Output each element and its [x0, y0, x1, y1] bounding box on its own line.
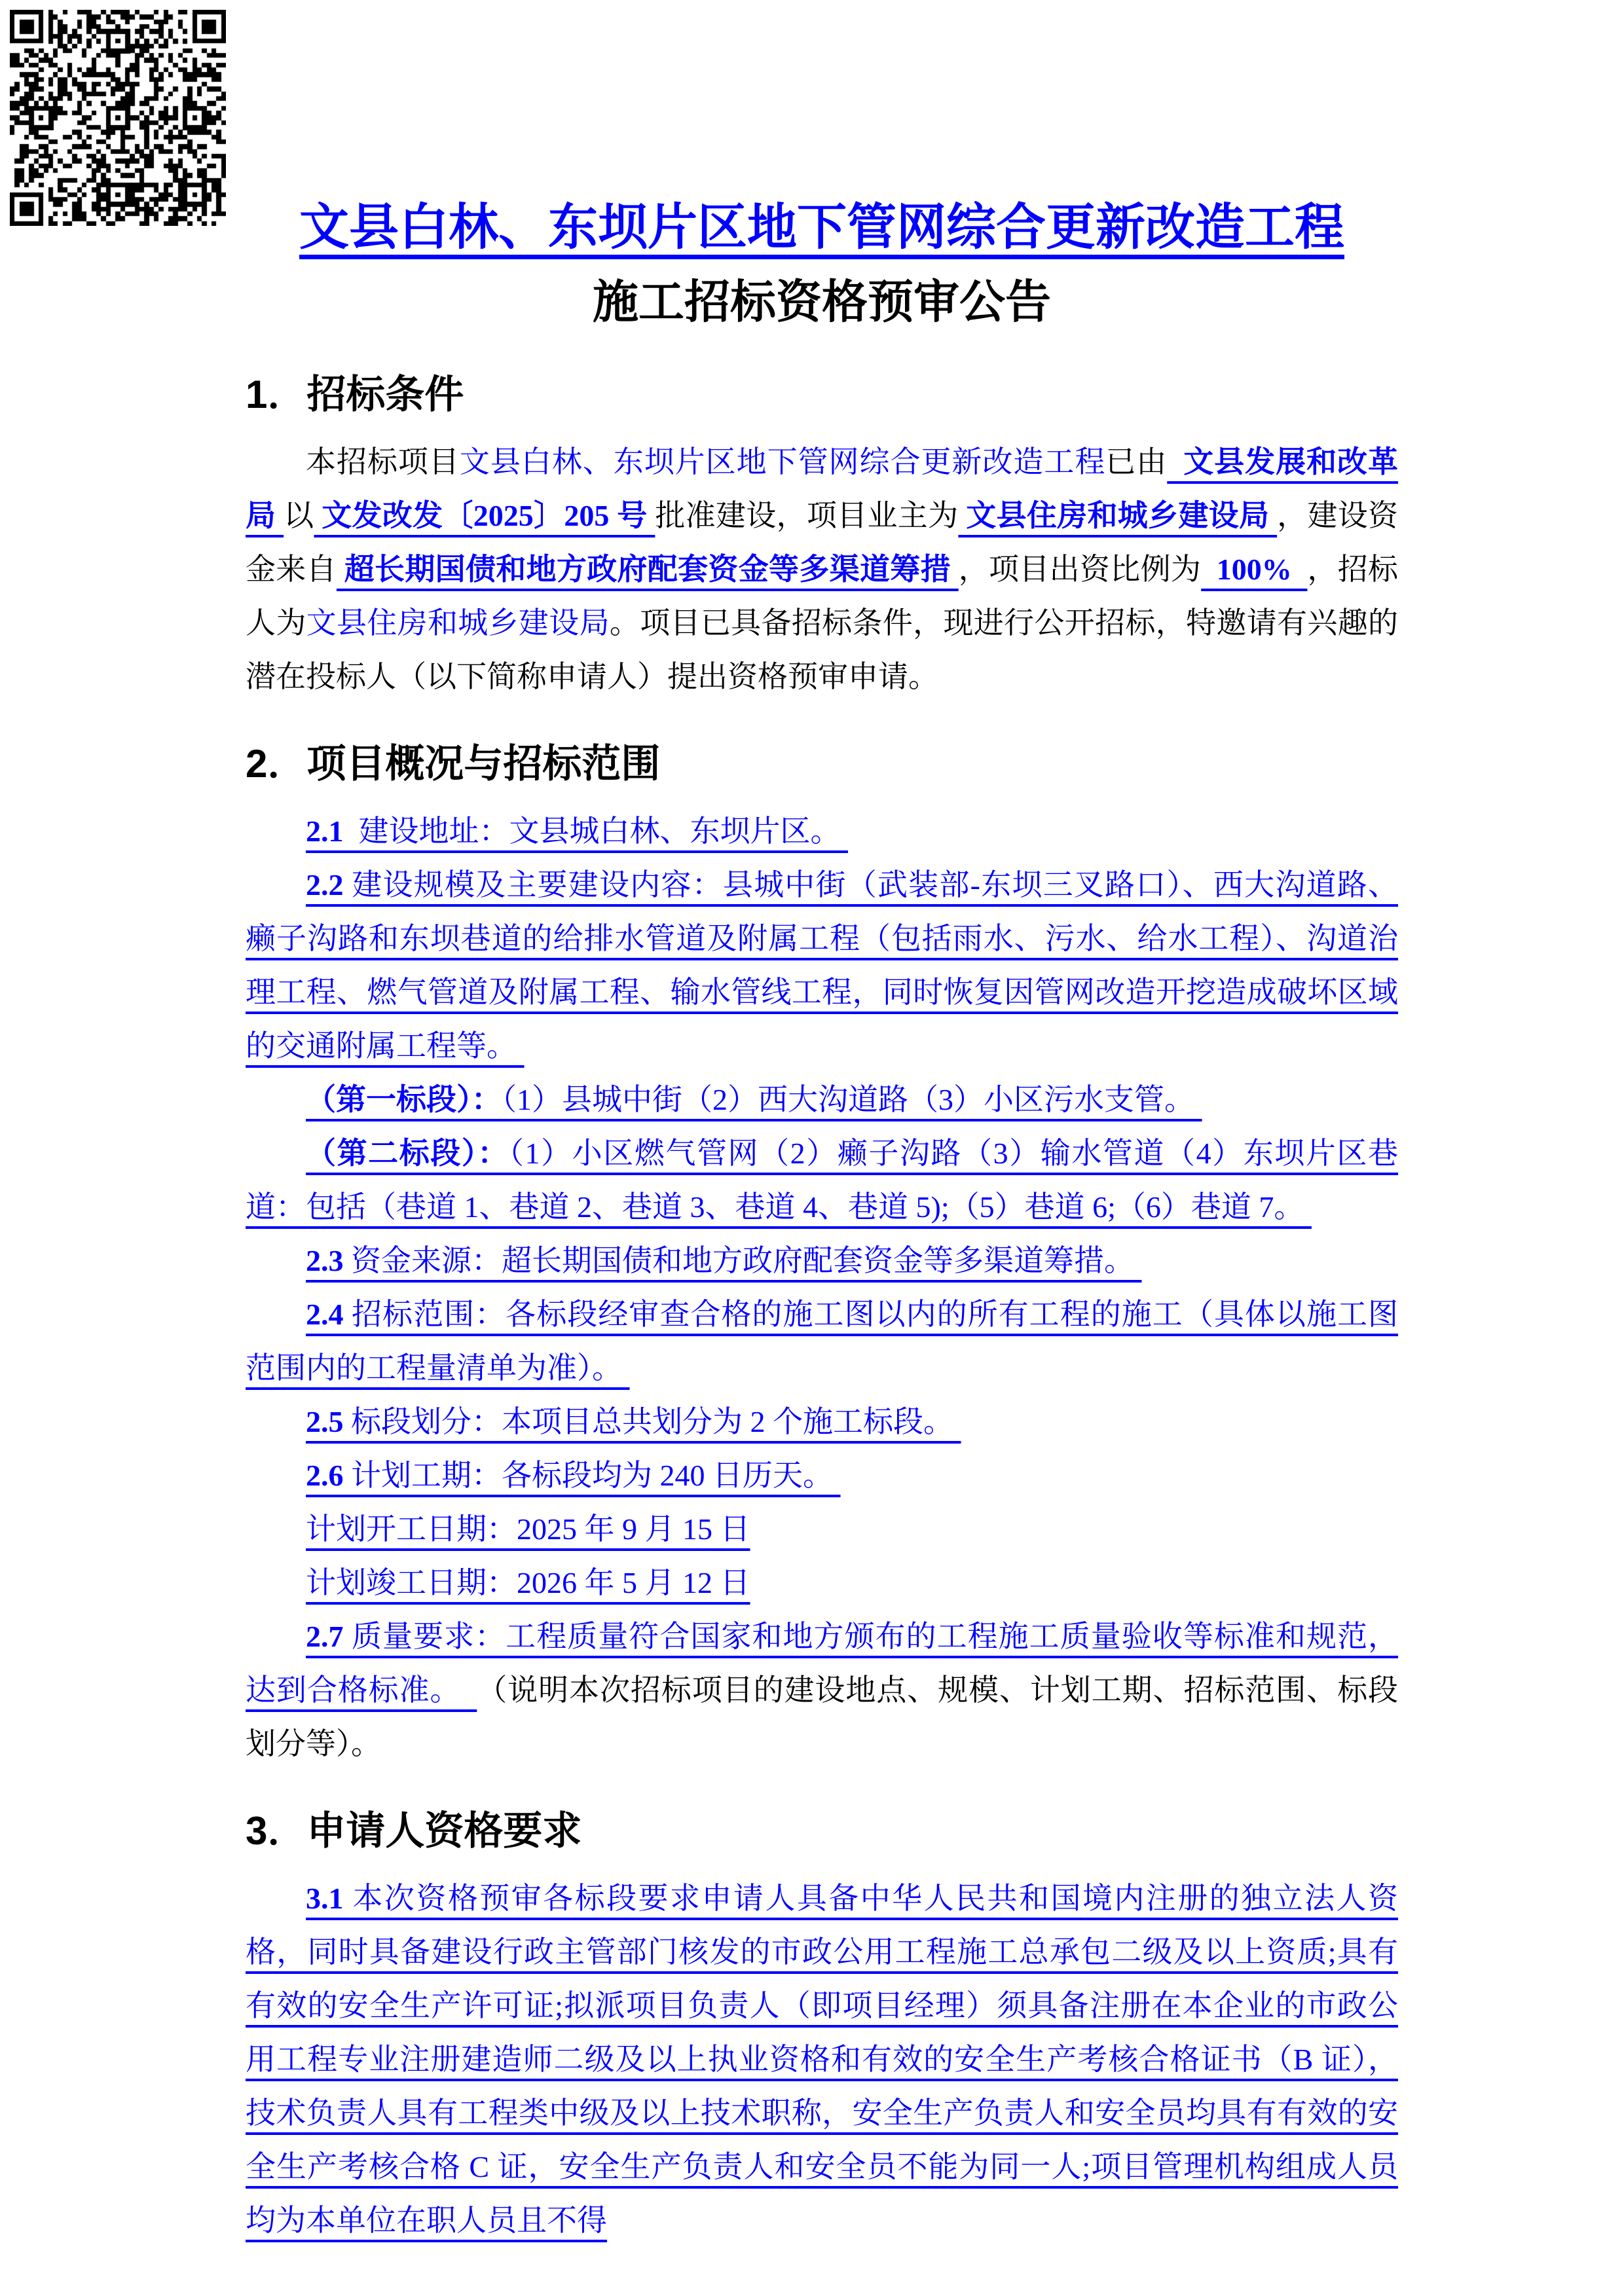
lot-1-label: （第一标段）： [306, 1083, 502, 1116]
section-1-paragraph [246, 435, 1398, 704]
item-number: 3.1 [306, 1882, 344, 1915]
item-number: 2.1 [306, 814, 344, 848]
item-number: 2.4 [306, 1298, 344, 1331]
text-run: 标段划分：本项目总共划分为 2 个施工标段。 [343, 1405, 961, 1438]
text-run: 资金来源：超长期国债和地方政府配套资金等多渠道筹措。 [343, 1244, 1142, 1277]
section-3-heading: 3．申请人资格要求 [246, 1809, 582, 1853]
item-number: 2.3 [306, 1244, 344, 1277]
item-2-4 [246, 1288, 1398, 1395]
item-number: 2.5 [306, 1405, 344, 1438]
item-number: 2.2 [306, 868, 344, 902]
document-content [246, 193, 1398, 2248]
text-run: 已由 [1105, 445, 1168, 479]
text-run: （1）县城中街（2）西大沟道路（3）小区污水支管。 [502, 1083, 1202, 1116]
text-run: ，招标人为 [246, 553, 1399, 640]
item-2-3 [246, 1234, 1398, 1288]
planned-completion-date: 计划竣工日期：2026 年 5 月 12 日 [306, 1566, 750, 1599]
filled-blank-funding-source: 超长期国债和地方政府配套资金等多渠道筹措 [336, 553, 959, 586]
doc-title-text: 文县白林、东坝片区地下管网综合更新改造工程 [299, 200, 1344, 255]
filled-blank-approval-number: 文发改发〔2025〕205 号 [314, 499, 655, 532]
text-run: 招标范围：各标段经审查合格的施工图以内的所有工程的施工（具体以施工图范围内的工程量清单为准）。 [246, 1298, 1398, 1385]
lot-1-line [246, 1073, 1398, 1127]
planned-completion-date-line [246, 1556, 1398, 1610]
tenderer-name-run: 文县住房和城乡建设局 [306, 606, 610, 640]
planned-start-date-line [246, 1503, 1398, 1556]
text-run: ，项目出资比例为 [958, 553, 1202, 586]
text-run: 建设规模及主要建设内容：县城中街（武装部-东坝三叉路口）、西大沟道路、癞子沟路和东坝巷道的给排水管道及附属工程（包括雨水、污水、给水工程）、沟道治理工程、燃气管道及附属工程、输水管线工程，同时恢复因管网改造开挖造成破坏区域的交通附属工程等。 [246, 868, 1398, 1063]
lot-2-line [246, 1127, 1398, 1234]
item-2-1 [246, 805, 1398, 858]
item-2-7 [246, 1610, 1398, 1771]
lot-2-label: （第二标段）： [306, 1137, 509, 1170]
project-name-run: 文县白林、东坝片区地下管网综合更新改造工程 [459, 445, 1106, 479]
doc-subtitle: 施工招标资格预审公告 [593, 276, 1051, 327]
planned-start-date: 计划开工日期：2025 年 9 月 15 日 [306, 1512, 750, 1546]
section-1-heading: 1．招标条件 [246, 373, 464, 416]
text-run: 。项目已具备招标条件，现进行公开招标，特邀请有兴趣的潜在投标人（以下简称申请人）提出资格预审申请。 [246, 606, 1399, 693]
filled-blank-approval-authority: 文县发展和改革局 [246, 445, 1399, 532]
text-run: 建设地址：文县城白林、东坝片区。 [343, 814, 848, 848]
text-run: 以 [284, 499, 314, 532]
text-run: 批准建设，项目业主为 [655, 499, 959, 532]
text-run: （1）小区燃气管网（2）癞子沟路（3）输水管道（4）东坝片区巷道：包括（巷道 1、巷道 2、巷道 3、巷道 4、巷道 5);（5）巷道 6;（6）巷道 7。 [246, 1137, 1399, 1224]
qr-code-icon [10, 10, 226, 226]
doc-title [246, 193, 1398, 263]
section-2-heading: 2．项目概况与招标范围 [246, 742, 661, 786]
text-run: 本次资格预审各标段要求申请人具备中华人民共和国境内注册的独立法人资格，同时具备建设行政主管部门核发的市政公用工程施工总承包二级及以上资质;具有有效的安全生产许可证;拟派项目负责人（即项目经理）须具备注册在本企业的市政公用工程专业注册建造师二级及以上执业资格和有效的安全生产考核合格证书（B 证），技术负责人具有工程类中级及以上技术职称，安全生产负责人和安全员均具有有效的安全生产考核合格 C 证，安全生产负责人和安全员不能为同一人;项目管理机构组成人员均为本单位在职人员且不得 [246, 1882, 1398, 2237]
text-run: 计划工期：各标段均为 240 日历天。 [343, 1459, 841, 1492]
item-number: 2.6 [306, 1459, 344, 1492]
text-run: 质量要求：工程质量符合国家和地方颁布的工程施工质量验收等标准和规范，达到合格标准。 [246, 1620, 1398, 1707]
filled-blank-project-owner: 文县住房和城乡建设局 [958, 499, 1278, 532]
item-number: 2.7 [306, 1620, 344, 1653]
filled-blank-funding-ratio: 100% [1201, 553, 1308, 586]
item-2-6 [246, 1449, 1398, 1503]
item-2-5 [246, 1395, 1398, 1449]
text-run: 本招标项目 [306, 445, 460, 479]
text-run: ，建设资金来自 [246, 499, 1399, 586]
item-2-7-note: （说明本次招标项目的建设地点、规模、计划工期、招标范围、标段划分等）。 [246, 1673, 1399, 1760]
item-2-2 [246, 858, 1398, 1073]
item-3-1 [246, 1872, 1398, 2248]
